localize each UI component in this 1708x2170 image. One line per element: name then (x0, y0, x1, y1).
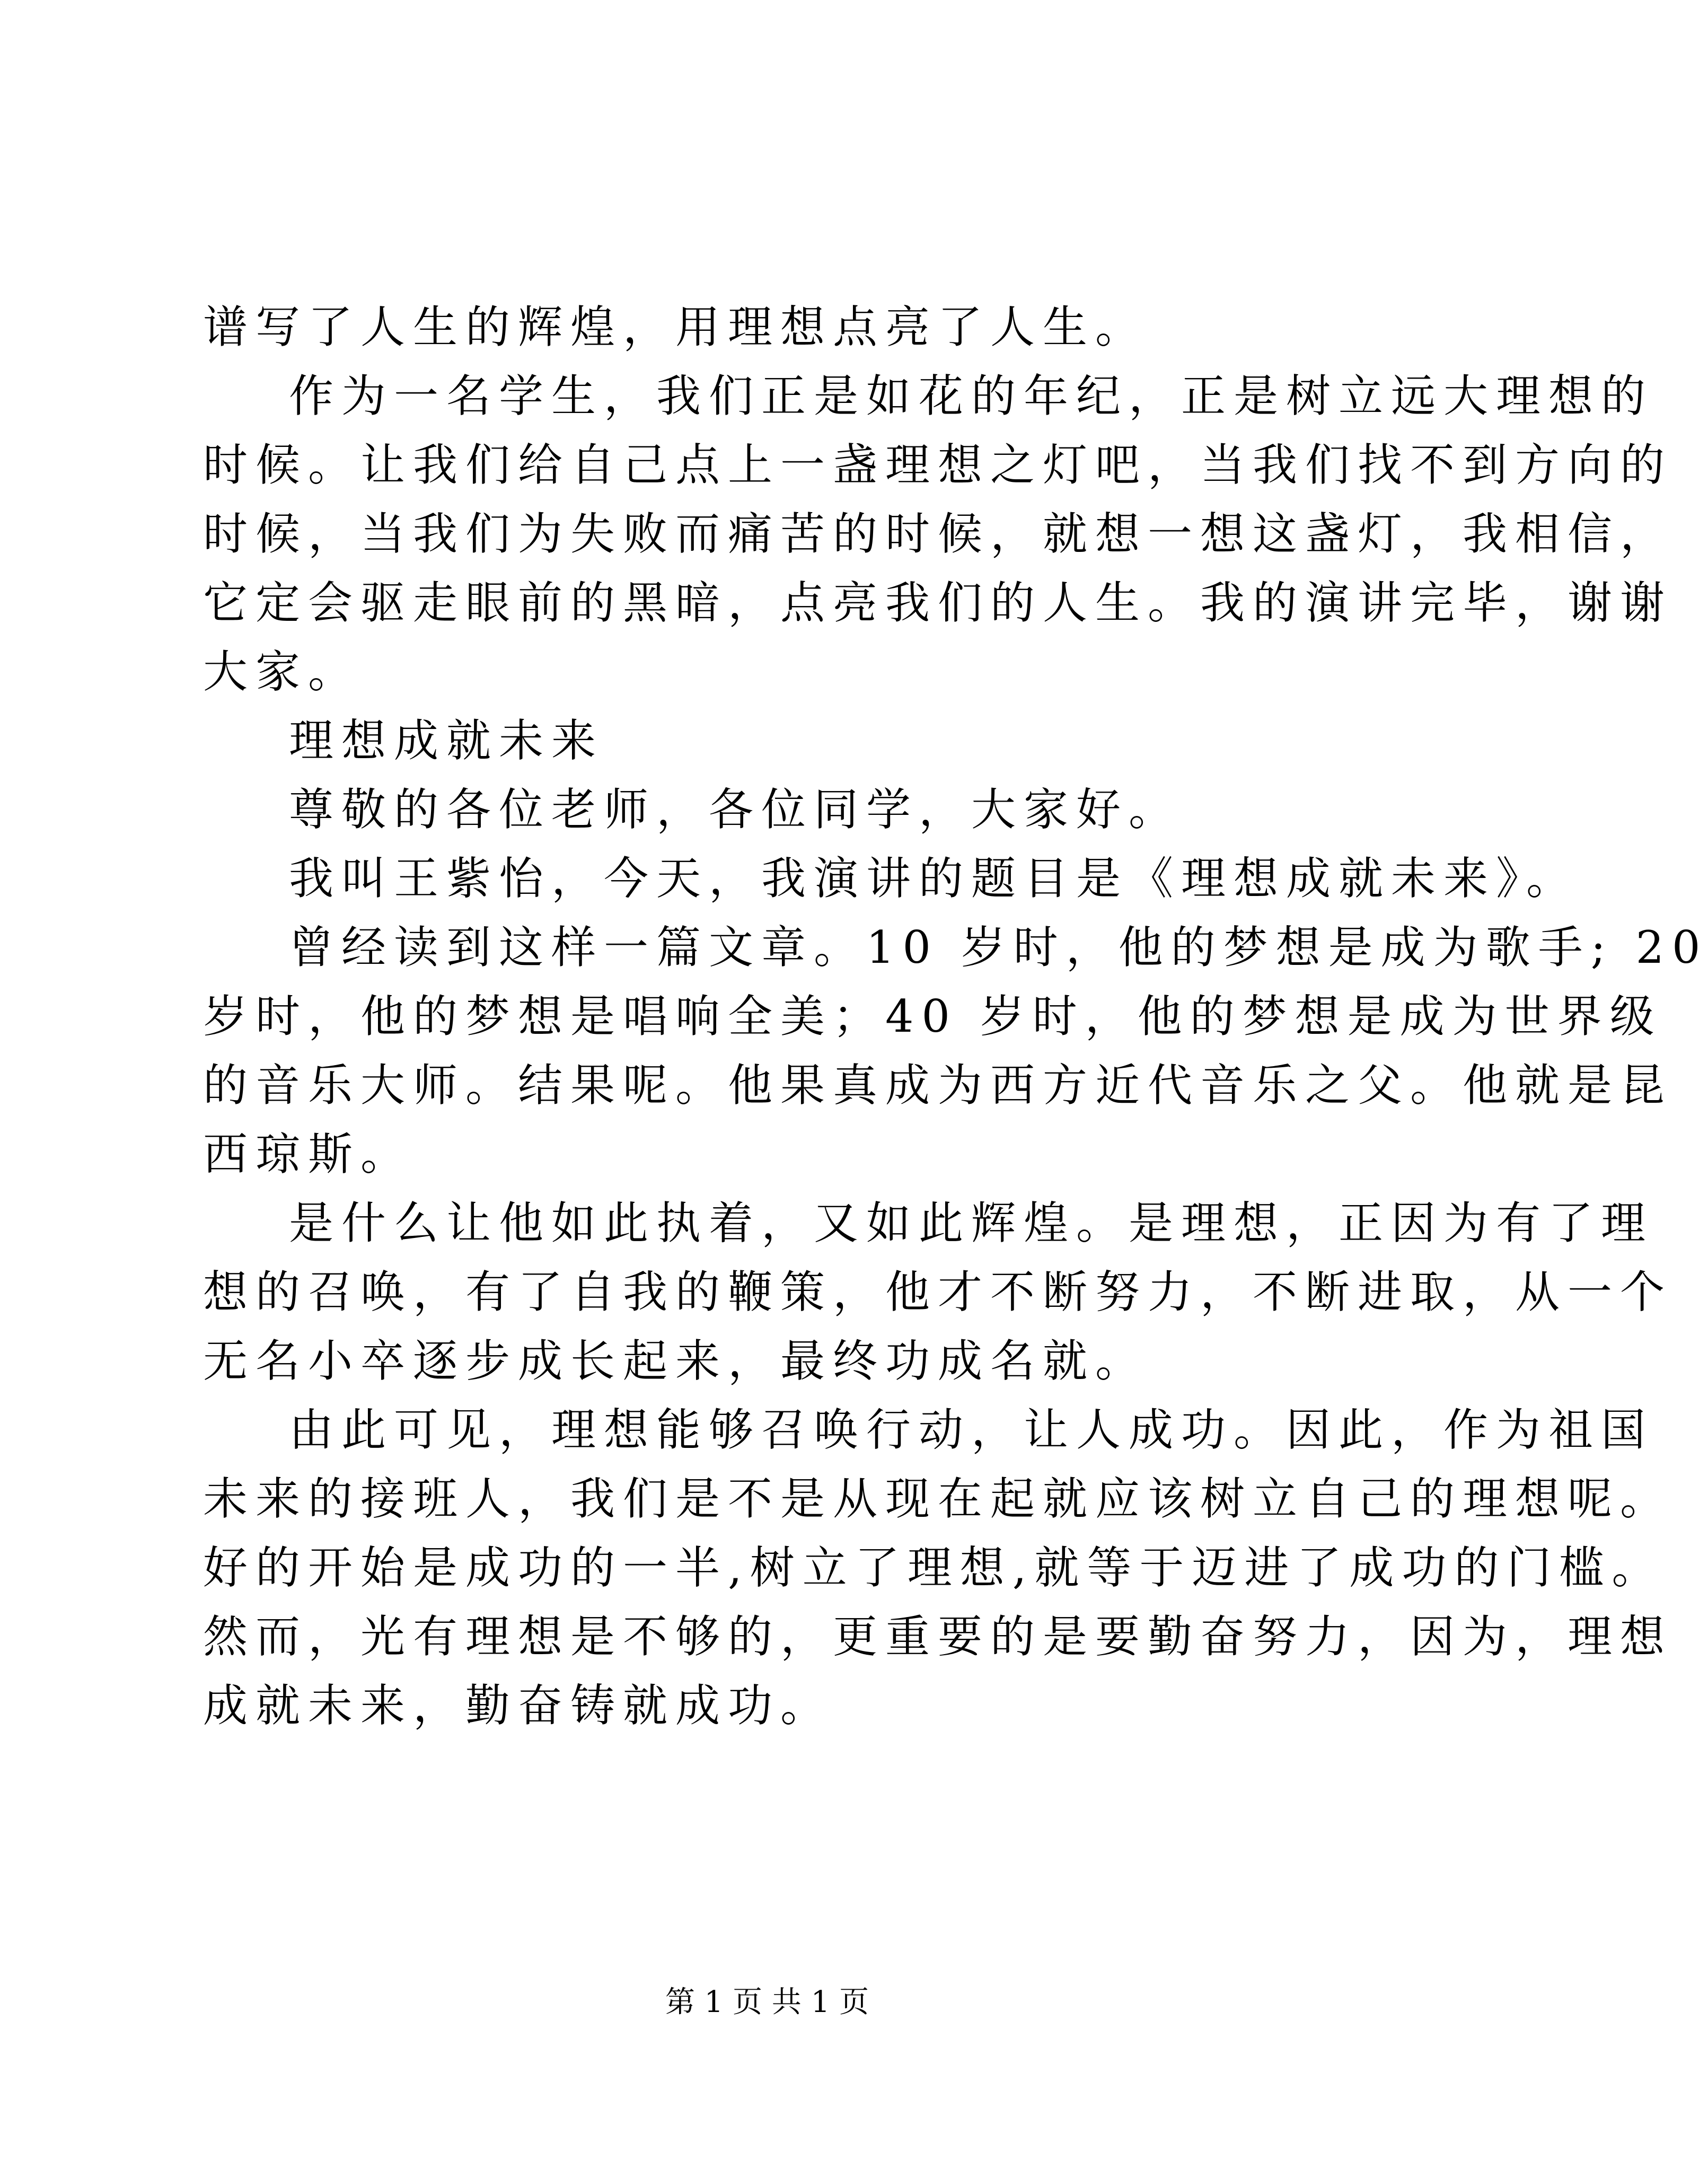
text-line-1: 谱写了人生的辉煌，用理想点亮了人生。 (203, 301, 1148, 353)
greeting-line: 尊敬的各位老师，各位同学，大家好。 (289, 784, 1182, 836)
paragraph-first-line: 曾经读到这样一篇文章。10 岁时，他的梦想是成为歌手; 20 (289, 921, 1708, 973)
intro-line: 我叫王紫怡，今天，我演讲的题目是《理想成就未来》。 (289, 853, 1579, 904)
text-line: 好的开始是成功的一半,树立了理想,就等于迈进了成功的门槛。 (203, 1542, 1665, 1594)
text-line: 大家。 (203, 646, 361, 698)
paragraph-first-line: 作为一名学生，我们正是如花的年纪，正是树立远大理想的 (289, 370, 1654, 422)
page-footer: 第 1 页 共 1 页 (665, 1985, 869, 2019)
text-line: 成就未来，勤奋铸就成功。 (203, 1680, 833, 1732)
text-line: 时候，当我们为失败而痛苦的时候，就想一想这盏灯，我相信， (203, 508, 1673, 560)
text-line: 未来的接班人，我们是不是从现在起就应该树立自己的理想呢。 (203, 1473, 1673, 1525)
text-line: 岁时，他的梦想是唱响全美；40 岁时，他的梦想是成为世界级 (203, 990, 1662, 1042)
text-line: 西琼斯。 (203, 1128, 413, 1180)
text-line: 时候。让我们给自己点上一盏理想之灯吧，当我们找不到方向的 (203, 439, 1673, 491)
text-line: 无名小卒逐步成长起来，最终功成名就。 (203, 1335, 1148, 1387)
text-line: 然而，光有理想是不够的，更重要的是要勤奋努力，因为，理想 (203, 1611, 1673, 1663)
text-line: 想的召唤，有了自我的鞭策，他才不断努力，不断进取，从一个 (203, 1266, 1673, 1318)
text-line: 的音乐大师。结果呢。他果真成为西方近代音乐之父。他就是昆 (203, 1059, 1673, 1111)
section-title: 理想成就未来 (289, 715, 604, 767)
text-line: 它定会驱走眼前的黑暗，点亮我们的人生。我的演讲完毕，谢谢 (203, 577, 1673, 629)
paragraph-first-line: 由此可见，理想能够召唤行动，让人成功。因此，作为祖国 (289, 1404, 1654, 1456)
paragraph-first-line: 是什么让他如此执着，又如此辉煌。是理想，正因为有了理 (289, 1197, 1654, 1249)
